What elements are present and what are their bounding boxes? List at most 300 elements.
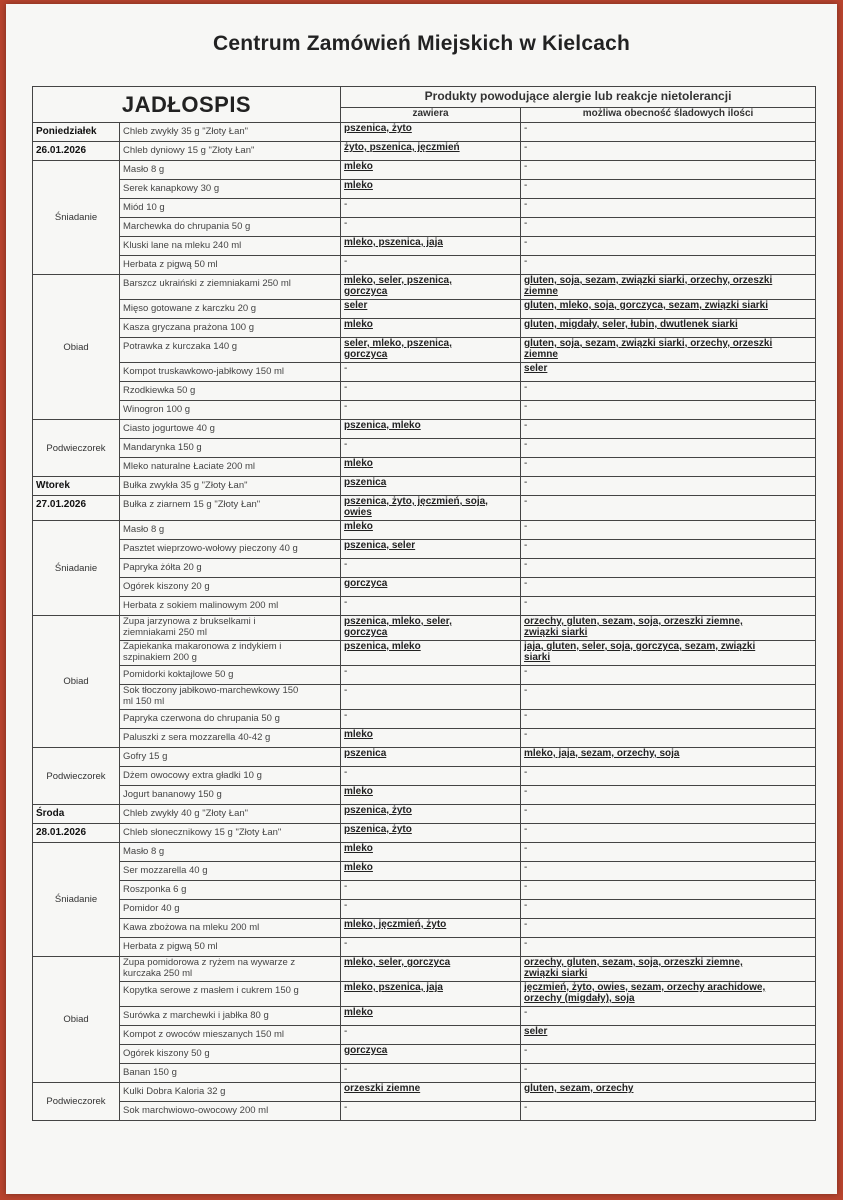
contains-line: gorczyca	[344, 627, 388, 638]
traces-line: -	[524, 496, 528, 507]
traces-cell	[521, 559, 816, 578]
traces-cell	[521, 597, 816, 616]
dish-cell	[120, 767, 341, 786]
traces-line: seler	[524, 1026, 548, 1037]
item-line: Ogórek kiszony 20 g	[123, 581, 210, 592]
traces-cell	[521, 748, 816, 767]
item-line: Pomidor 40 g	[123, 903, 180, 914]
contains-cell	[341, 957, 521, 982]
item-line: Mleko naturalne Łaciate 200 ml	[123, 461, 256, 472]
menu-row	[33, 957, 816, 982]
traces-cell	[521, 363, 816, 382]
item-line: Kompot z owoców mieszanych 150 ml	[123, 1029, 285, 1040]
contains-cell	[341, 767, 521, 786]
menu-row	[33, 748, 816, 767]
traces-cell	[521, 123, 816, 142]
contains-cell	[341, 616, 521, 641]
contains-cell	[341, 237, 521, 256]
dish-cell	[120, 1026, 341, 1045]
item-line: Kasza gryczana prażona 100 g	[123, 322, 254, 333]
contains-line: -	[344, 597, 348, 608]
menu-row	[33, 919, 816, 938]
dish-cell	[120, 237, 341, 256]
contains-line: mleko	[344, 862, 373, 873]
traces-cell	[521, 521, 816, 540]
traces-line: -	[524, 881, 528, 892]
contains-cell	[341, 521, 521, 540]
contains-cell	[341, 1007, 521, 1026]
meal-label: Obiad	[33, 275, 120, 420]
dish-cell	[120, 401, 341, 420]
contains-line: pszenica, mleko	[344, 641, 421, 652]
contains-line: -	[344, 382, 348, 393]
contains-cell	[341, 919, 521, 938]
day-date: 26.01.2026	[36, 145, 87, 156]
day-name: Poniedziałek	[36, 126, 97, 137]
item-line: Masło 8 g	[123, 846, 165, 857]
traces-cell	[521, 919, 816, 938]
dish-cell	[120, 1064, 341, 1083]
contains-cell	[341, 338, 521, 363]
contains-line: seler, mleko, pszenica,	[344, 338, 452, 349]
contains-line: -	[344, 1026, 348, 1037]
contains-line: -	[344, 363, 348, 374]
traces-cell	[521, 862, 816, 881]
item-line: Banan 150 g	[123, 1067, 177, 1078]
contains-line: pszenica, mleko, seler,	[344, 616, 452, 627]
traces-cell	[521, 300, 816, 319]
menu-row	[33, 338, 816, 363]
dish-cell	[120, 477, 341, 496]
menu-row	[33, 477, 816, 496]
traces-line: -	[524, 439, 528, 450]
traces-line: orzechy, gluten, sezam, soja, orzeszki ziemne,	[524, 957, 743, 968]
contains-line: owies	[344, 507, 372, 518]
meal-label: Śniadanie	[33, 521, 120, 616]
traces-cell	[521, 729, 816, 748]
traces-cell	[521, 319, 816, 338]
dish-cell	[120, 1083, 341, 1102]
day-name-cell	[33, 805, 120, 824]
traces-cell	[521, 938, 816, 957]
item-line: Rzodkiewka 50 g	[123, 385, 196, 396]
menu-row	[33, 142, 816, 161]
contains-line: gorczyca	[344, 1045, 388, 1056]
contains-cell	[341, 862, 521, 881]
contains-cell	[341, 477, 521, 496]
dish-cell	[120, 218, 341, 237]
traces-cell	[521, 420, 816, 439]
traces-cell	[521, 382, 816, 401]
contains-cell	[341, 319, 521, 338]
menu-row	[33, 237, 816, 256]
traces-line: -	[524, 786, 528, 797]
item-line: Dżem owocowy extra gładki 10 g	[123, 770, 262, 781]
menu-row	[33, 496, 816, 521]
traces-cell	[521, 1083, 816, 1102]
day-name: Wtorek	[36, 480, 70, 491]
traces-line: jęczmień, żyto, owies, sezam, orzechy arachidowe,	[524, 982, 766, 993]
item-line: Barszcz ukraiński z ziemniakami 250 ml	[123, 278, 291, 289]
allergens-heading: Produkty powodujące alergie lub reakcje nietolerancji	[341, 87, 816, 108]
day-date-cell	[33, 142, 120, 161]
item-line: Mięso gotowane z karczku 20 g	[123, 303, 257, 314]
day-date-cell	[33, 824, 120, 843]
item-line: kurczaka 250 ml	[123, 968, 193, 979]
traces-line: -	[524, 685, 528, 696]
traces-cell	[521, 900, 816, 919]
dish-cell	[120, 540, 341, 559]
traces-line: -	[524, 142, 528, 153]
item-line: Winogron 100 g	[123, 404, 191, 415]
contains-line: pszenica	[344, 748, 387, 759]
item-line: Chleb zwykły 40 g "Złoty Łan"	[123, 808, 249, 819]
contains-cell	[341, 843, 521, 862]
menu-row	[33, 641, 816, 666]
item-line: Kluski lane na mleku 240 ml	[123, 240, 242, 251]
contains-cell	[341, 710, 521, 729]
traces-cell	[521, 805, 816, 824]
traces-line: -	[524, 382, 528, 393]
traces-cell	[521, 881, 816, 900]
item-line: Masło 8 g	[123, 524, 165, 535]
menu-row	[33, 862, 816, 881]
menu-row	[33, 363, 816, 382]
dish-cell	[120, 578, 341, 597]
traces-cell	[521, 237, 816, 256]
traces-cell	[521, 1026, 816, 1045]
traces-cell	[521, 616, 816, 641]
traces-line: -	[524, 123, 528, 134]
contains-line: -	[344, 218, 348, 229]
item-line: szpinakiem 200 g	[123, 652, 197, 663]
contains-cell	[341, 641, 521, 666]
contains-line: mleko	[344, 458, 373, 469]
traces-line: -	[524, 597, 528, 608]
traces-line: -	[524, 256, 528, 267]
dish-cell	[120, 420, 341, 439]
dish-cell	[120, 319, 341, 338]
traces-cell	[521, 1102, 816, 1121]
traces-line: -	[524, 161, 528, 172]
item-line: Papryka czerwona do chrupania 50 g	[123, 713, 280, 724]
traces-line: -	[524, 218, 528, 229]
contains-cell	[341, 881, 521, 900]
menu-row	[33, 521, 816, 540]
dish-cell	[120, 338, 341, 363]
traces-line: -	[524, 477, 528, 488]
contains-cell	[341, 218, 521, 237]
contains-cell	[341, 161, 521, 180]
dish-cell	[120, 382, 341, 401]
menu-row	[33, 843, 816, 862]
item-line: ziemniakami 250 ml	[123, 627, 207, 638]
contains-cell	[341, 496, 521, 521]
item-line: Papryka żółta 20 g	[123, 562, 202, 573]
dish-cell	[120, 666, 341, 685]
contains-cell	[341, 256, 521, 275]
contains-cell	[341, 748, 521, 767]
menu-row	[33, 180, 816, 199]
menu-row	[33, 1045, 816, 1064]
contains-cell	[341, 199, 521, 218]
dish-cell	[120, 805, 341, 824]
traces-cell	[521, 142, 816, 161]
contains-cell	[341, 900, 521, 919]
dish-cell	[120, 1007, 341, 1026]
item-line: Jogurt bananowy 150 g	[123, 789, 222, 800]
contains-heading: zawiera	[341, 108, 521, 123]
menu-row	[33, 161, 816, 180]
traces-line: -	[524, 199, 528, 210]
day-date: 28.01.2026	[36, 827, 87, 838]
dish-cell	[120, 982, 341, 1007]
contains-line: pszenica, seler	[344, 540, 416, 551]
traces-cell	[521, 786, 816, 805]
menu-row	[33, 420, 816, 439]
dish-cell	[120, 824, 341, 843]
contains-cell	[341, 123, 521, 142]
traces-cell	[521, 477, 816, 496]
contains-cell	[341, 540, 521, 559]
contains-cell	[341, 458, 521, 477]
menu-row	[33, 597, 816, 616]
contains-line: -	[344, 1102, 348, 1113]
traces-line: gluten, soja, sezam, związki siarki, orzechy, orzeszki	[524, 338, 773, 349]
contains-cell	[341, 1045, 521, 1064]
contains-cell	[341, 275, 521, 300]
contains-cell	[341, 685, 521, 710]
item-line: Herbata z pigwą 50 ml	[123, 941, 218, 952]
item-line: Miód 10 g	[123, 202, 165, 213]
dish-cell	[120, 710, 341, 729]
traces-cell	[521, 256, 816, 275]
menu-sheet	[6, 4, 837, 1194]
contains-line: -	[344, 199, 348, 210]
contains-line: mleko, seler, pszenica,	[344, 275, 452, 286]
traces-line: -	[524, 578, 528, 589]
contains-line: -	[344, 666, 348, 677]
dish-cell	[120, 1045, 341, 1064]
contains-line: -	[344, 685, 348, 696]
item-line: Ser mozzarella 40 g	[123, 865, 208, 876]
traces-line: gluten, sezam, orzechy	[524, 1083, 634, 1094]
menu-row	[33, 824, 816, 843]
traces-cell	[521, 666, 816, 685]
contains-cell	[341, 401, 521, 420]
menu-row	[33, 218, 816, 237]
traces-cell	[521, 710, 816, 729]
menu-row	[33, 938, 816, 957]
item-line: Gofry 15 g	[123, 751, 168, 762]
dish-cell	[120, 786, 341, 805]
dish-cell	[120, 1102, 341, 1121]
traces-line: orzechy, gluten, sezam, soja, orzeszki ziemne,	[524, 616, 743, 627]
menu-row	[33, 786, 816, 805]
traces-cell	[521, 496, 816, 521]
contains-line: mleko	[344, 521, 373, 532]
menu-row	[33, 1007, 816, 1026]
traces-line: związki siarki	[524, 627, 588, 638]
day-name-cell	[33, 477, 120, 496]
item-line: Kompot truskawkowo-jabłkowy 150 ml	[123, 366, 285, 377]
menu-row	[33, 559, 816, 578]
contains-line: -	[344, 401, 348, 412]
traces-cell	[521, 540, 816, 559]
item-line: Chleb słonecznikowy 15 g "Złoty Łan"	[123, 827, 282, 838]
meal-label: Obiad	[33, 957, 120, 1083]
traces-line: orzechy (migdały), soja	[524, 993, 635, 1004]
traces-line: -	[524, 237, 528, 248]
traces-line: -	[524, 710, 528, 721]
contains-line: -	[344, 938, 348, 949]
contains-line: mleko	[344, 786, 373, 797]
dish-cell	[120, 161, 341, 180]
menu-row	[33, 1102, 816, 1121]
item-line: Roszponka 6 g	[123, 884, 187, 895]
contains-cell	[341, 666, 521, 685]
traces-line: -	[524, 805, 528, 816]
contains-line: pszenica	[344, 477, 387, 488]
meal-label: Obiad	[33, 616, 120, 748]
traces-line: -	[524, 843, 528, 854]
traces-line: -	[524, 521, 528, 532]
contains-line: pszenica, żyto, jęczmień, soja,	[344, 496, 488, 507]
traces-line: -	[524, 180, 528, 191]
traces-cell	[521, 1064, 816, 1083]
menu-row	[33, 256, 816, 275]
traces-line: -	[524, 420, 528, 431]
traces-cell	[521, 843, 816, 862]
day-date-cell	[33, 496, 120, 521]
menu-row	[33, 123, 816, 142]
dish-cell	[120, 900, 341, 919]
menu-row	[33, 300, 816, 319]
traces-line: siarki	[524, 652, 551, 663]
menu-row	[33, 881, 816, 900]
traces-line: mleko, jaja, sezam, orzechy, soja	[524, 748, 680, 759]
traces-line: -	[524, 862, 528, 873]
contains-line: -	[344, 1064, 348, 1075]
item-line: Surówka z marchewki i jabłka 80 g	[123, 1010, 269, 1021]
item-line: Sok marchwiowo-owocowy 200 ml	[123, 1105, 269, 1116]
day-date: 27.01.2026	[36, 499, 87, 510]
item-line: Kopytka serowe z masłem i cukrem 150 g	[123, 985, 299, 996]
item-line: Kulki Dobra Kaloria 32 g	[123, 1086, 226, 1097]
day-name-cell	[33, 123, 120, 142]
contains-cell	[341, 420, 521, 439]
contains-line: -	[344, 881, 348, 892]
traces-line: -	[524, 401, 528, 412]
menu-row	[33, 666, 816, 685]
contains-cell	[341, 1083, 521, 1102]
traces-line: jaja, gluten, seler, soja, gorczyca, sezam, związki	[524, 641, 756, 652]
traces-line: -	[524, 824, 528, 835]
contains-cell	[341, 1026, 521, 1045]
contains-cell	[341, 1102, 521, 1121]
traces-heading: możliwa obecność śladowych ilości	[521, 108, 816, 123]
dish-cell	[120, 363, 341, 382]
traces-cell	[521, 338, 816, 363]
contains-line: mleko, pszenica, jaja	[344, 982, 443, 993]
dish-cell	[120, 300, 341, 319]
contains-line: seler	[344, 300, 368, 311]
item-line: Zupa pomidorowa z ryżem na wywarze z	[123, 957, 296, 968]
menu-row	[33, 685, 816, 710]
menu-table	[32, 86, 816, 1121]
contains-cell	[341, 938, 521, 957]
menu-row	[33, 199, 816, 218]
traces-cell	[521, 1045, 816, 1064]
traces-cell	[521, 180, 816, 199]
contains-line: pszenica, mleko	[344, 420, 421, 431]
item-line: Marchewka do chrupania 50 g	[123, 221, 251, 232]
menu-row	[33, 439, 816, 458]
contains-line: pszenica, żyto	[344, 824, 412, 835]
menu-heading: JADŁOSPIS	[33, 87, 341, 123]
dish-cell	[120, 597, 341, 616]
dish-cell	[120, 641, 341, 666]
menu-row	[33, 1083, 816, 1102]
contains-cell	[341, 805, 521, 824]
dish-cell	[120, 180, 341, 199]
contains-line: -	[344, 439, 348, 450]
header-row	[33, 87, 816, 108]
dish-cell	[120, 142, 341, 161]
contains-line: mleko	[344, 1007, 373, 1018]
item-line: Kawa zbożowa na mleku 200 ml	[123, 922, 260, 933]
page-title: Centrum Zamówień Miejskich w Kielcach	[212, 32, 630, 55]
dish-cell	[120, 439, 341, 458]
item-line: Potrawka z kurczaka 140 g	[123, 341, 238, 352]
meal-label: Podwieczorek	[33, 420, 120, 477]
menu-row	[33, 578, 816, 597]
dish-cell	[120, 458, 341, 477]
traces-line: -	[524, 729, 528, 740]
traces-cell	[521, 824, 816, 843]
menu-row	[33, 275, 816, 300]
contains-cell	[341, 363, 521, 382]
menu-row	[33, 710, 816, 729]
traces-line: -	[524, 458, 528, 469]
item-line: Pomidorki koktajlowe 50 g	[123, 669, 234, 680]
dish-cell	[120, 616, 341, 641]
menu-row	[33, 1064, 816, 1083]
traces-cell	[521, 957, 816, 982]
dish-cell	[120, 123, 341, 142]
meal-label: Śniadanie	[33, 161, 120, 275]
traces-line: -	[524, 919, 528, 930]
menu-row	[33, 319, 816, 338]
dish-cell	[120, 862, 341, 881]
contains-line: -	[344, 710, 348, 721]
dish-cell	[120, 938, 341, 957]
traces-line: ziemne	[524, 286, 558, 297]
traces-cell	[521, 458, 816, 477]
dish-cell	[120, 521, 341, 540]
meal-label: Podwieczorek	[33, 748, 120, 805]
contains-cell	[341, 1064, 521, 1083]
item-line: Sok tłoczony jabłkowo-marchewkowy 150	[123, 685, 299, 696]
traces-line: -	[524, 1064, 528, 1075]
traces-cell	[521, 199, 816, 218]
item-line: Bułka z ziarnem 15 g "Złoty Łan"	[123, 499, 261, 510]
dish-cell	[120, 256, 341, 275]
contains-line: -	[344, 900, 348, 911]
contains-line: orzeszki ziemne	[344, 1083, 421, 1094]
dish-cell	[120, 957, 341, 982]
item-line: Mandarynka 150 g	[123, 442, 202, 453]
